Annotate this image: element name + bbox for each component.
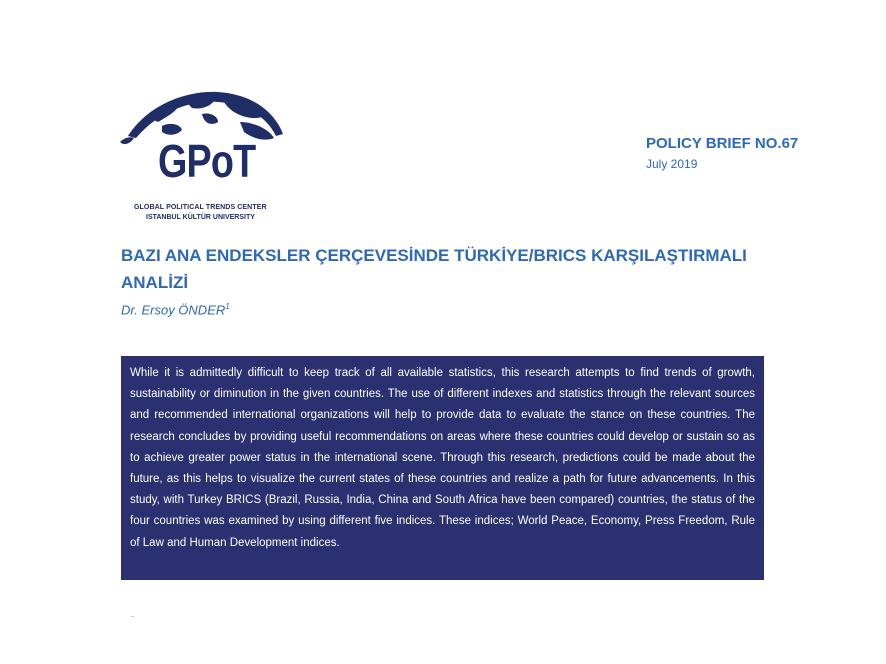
- logo-wordmark: GPoT: [158, 135, 256, 187]
- author-line: [121, 302, 230, 317]
- author-footnote-marker: 1: [225, 302, 230, 311]
- abstract-box: [121, 356, 764, 580]
- policy-brief-date: July 2019: [646, 157, 698, 171]
- document-title: BAZI ANA ENDEKSLER ÇERÇEVESİNDE TÜRKİYE/BRICS KARŞILAŞTIRMALI ANALİZİ: [121, 246, 747, 292]
- gpot-logo: [118, 86, 288, 226]
- policy-brief-number: POLICY BRIEF NO.67: [646, 135, 799, 152]
- abstract-text: While it is admittedly difficult to keep track of all available statistics, this research attempts to find trends of growth, sustainability or diminution in the given countries. The use of different indexes and statistics through the relevant sources and recommended international organizations will help to provide data to evaluate the stance on these countries. The research concludes by providing useful recommendations on areas where these countries could develop or sustain so as to achieve greater power status in the international scene. Through this research, predictions could be made about the future, as this helps to visualize the current states of these countries and realize a path for future advancements. In this study, with Turkey BRICS (Brazil, Russia, India, China and South Africa have been compared) countries, the status of the four countries was examined by using different five indices. These indices; World Peace, Economy, Press Freedom, Rule of Law and Human Development indices.: [130, 367, 755, 549]
- author-name: Dr. Ersoy ÖNDER: [121, 302, 226, 318]
- decorative-mark: [131, 616, 134, 617]
- logo-center-name: GLOBAL POLITICAL TRENDS CENTER: [134, 204, 267, 211]
- logo-university-name: ISTANBUL KÜLTÜR UNIVERSITY: [146, 214, 255, 221]
